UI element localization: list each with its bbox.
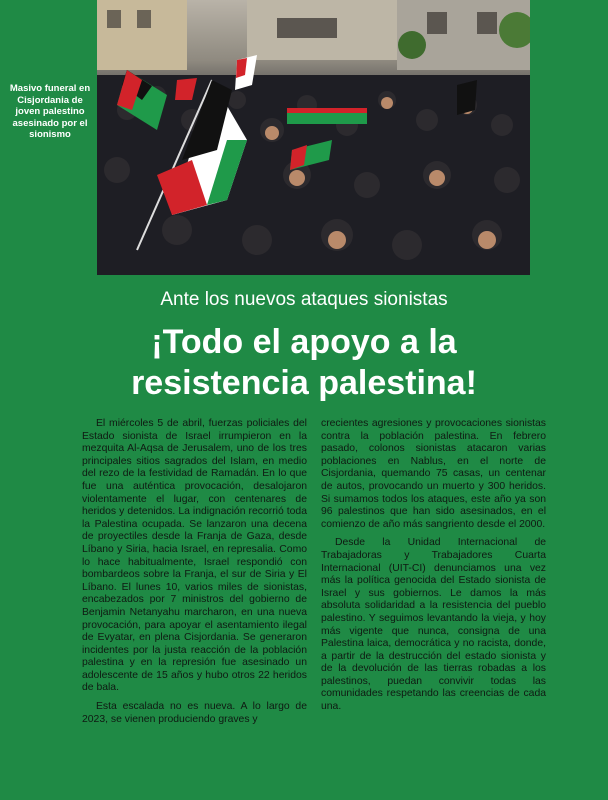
window xyxy=(427,12,447,34)
window xyxy=(137,10,151,28)
funeral-photo-illustration xyxy=(97,0,530,275)
tree xyxy=(398,31,426,59)
photo-caption: Masivo funeral en Cisjordania de joven palestino asesinado por el sionismo xyxy=(9,83,91,141)
article-kicker: Ante los nuevos ataques sionistas xyxy=(160,289,448,310)
window xyxy=(277,18,337,38)
paragraph: Desde la Unidad Internacional de Trabajadoras y Trabajadores Cuarta Internacional (UIT-CI) denunciamos una vez más la política genocida del Estado sionista de Israel y sus gobiernos. Le damos la más absoluta solidaridad a la resistencia del pueblo palestino. Y seguimos levantando la vieja, y hoy más vigente que nunca, consigna de una Palestina laica, democrática y no racista, donde, a partir de la destrucción del estado sionista y de la devolución de las tierras robadas a los palestinos, puedan convivir todas las comunidades respetando las creencias de cada una. xyxy=(321,537,546,713)
headline-line-2: resistencia palestina! xyxy=(131,364,477,402)
paragraph: crecientes agresiones y provocaciones sionistas contra la población palestina. En febrero pasado, colonos sionistas atacaron varias poblaciones en Nablus, en el norte de Cisjordania, quemando 75 casas, un centenar de autos, provocando un muerto y 300 heridos. Si sumamos todos los ataques, este año ya son 96 palestinos que han sido asesinados, en el comienzo de año más sangriento desde el 2000. xyxy=(321,418,546,530)
article-column-left xyxy=(82,418,307,732)
window xyxy=(477,12,497,34)
paragraph: El miércoles 5 de abril, fuerzas policiales del Estado sionista de Israel irrumpieron en la mezquita Al-Aqsa de Jerusalem, uno de los tres principales sitios sagrados del Islam, en medio del rezo de la festividad de Ramadán. En lo que fue una auténtica provocación, desalojaron violentamente el lugar, con centenares de heridos y detenidos. La indignación recorrió toda la Palestina ocupada. Se lanzaron una decena de proyectiles desde la Franja de Gaza, desde Líbano y Siria, hacia Israel, en represalia. Como lo hace habitualmente, Israel respondió con bombardeos sobre la Franja, el sur de Siria y El Líbano. El lunes 10, varios miles de sionistas, encabezados por 7 ministros del gobierno de Benjamin Netanyahu marcharon, en una nueva provocación, para apoyar el asentamiento ilegal de Evyatar, en plena Cisjordania. Se generaron incidentes por la justa reacción de la población palestina y en la represión fue asesinado un adolescente de 15 años y hubo otros 22 heridos de bala. xyxy=(82,418,307,694)
article-headline xyxy=(0,322,608,404)
article-column-right xyxy=(321,418,546,720)
window xyxy=(107,10,121,28)
paragraph: Esta escalada no es nueva. A lo largo de 2023, se vienen produciendo graves y xyxy=(82,701,307,725)
headline-line-1: ¡Todo el apoyo a la xyxy=(151,323,457,361)
funeral-photo xyxy=(97,0,530,275)
